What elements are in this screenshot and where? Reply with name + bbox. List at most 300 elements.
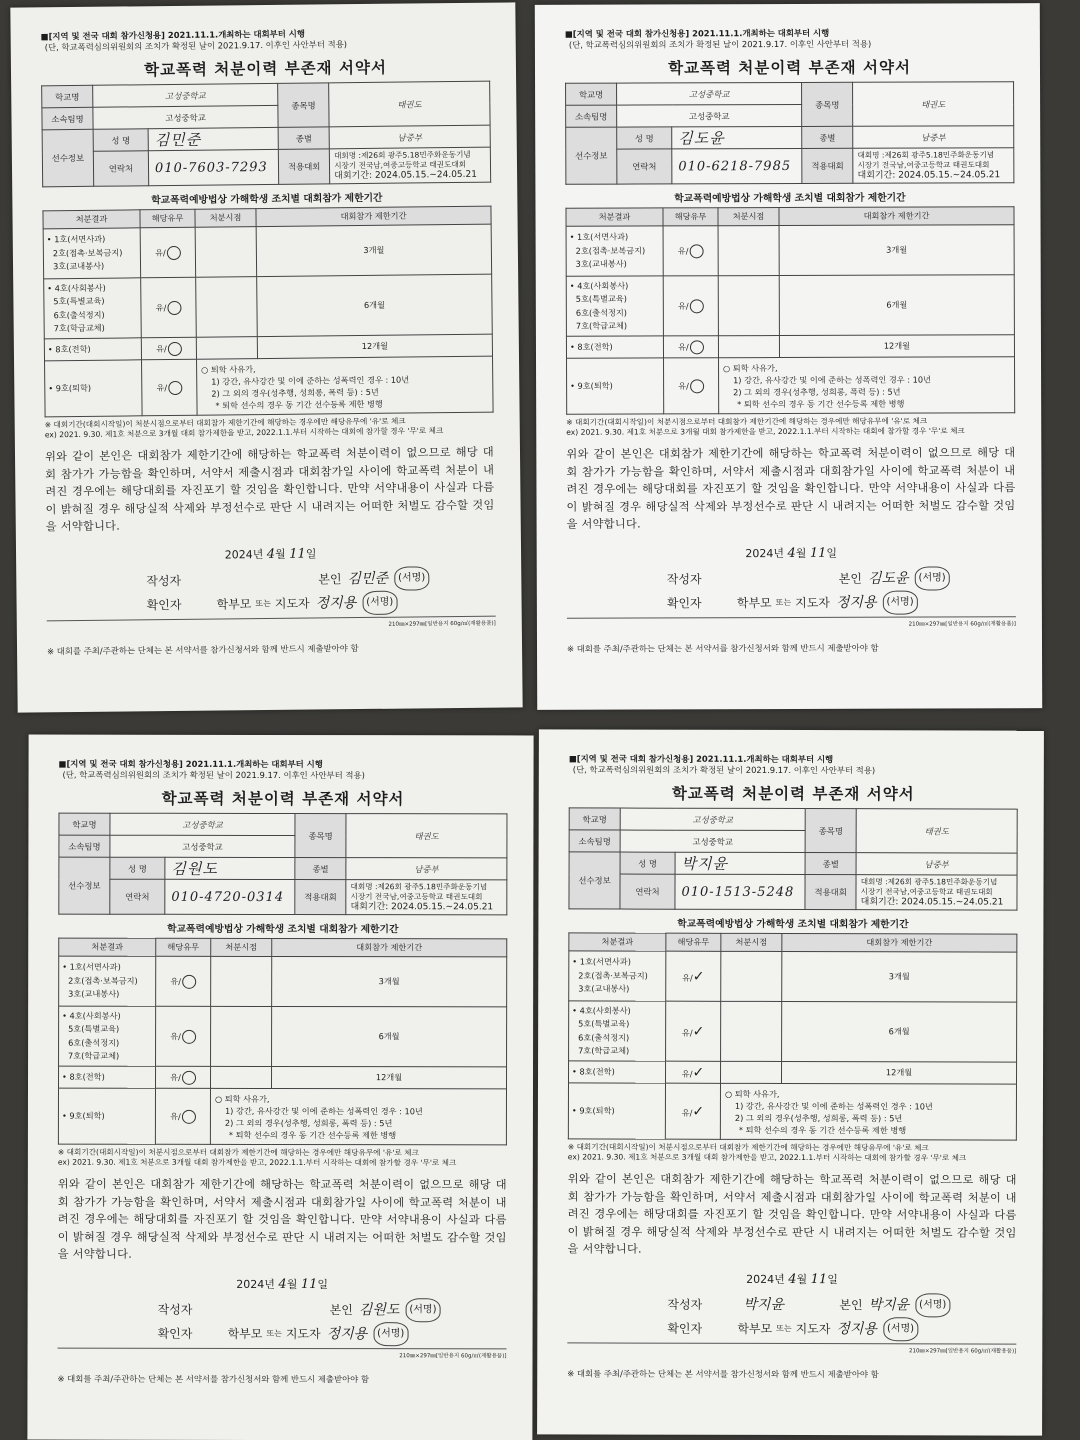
note-1: ※ 대회기간(대회시작일)이 처분시점으로부터 대회참가 제한기간에 해당하는 경우에만 해당유무에 '유'로 체크 [57,1147,419,1158]
date-year: 2024 [236,1277,265,1291]
applicable-cell [663,226,718,276]
form-header-line2: (단, 학교폭력심의위원회의 조치가 확정된 날이 2021.9.17. 이후인 사안부터 적용) [44,39,348,53]
team-value: 고성중학교 [93,105,278,129]
contact-label: 연락처 [617,149,672,184]
timing-cell [211,956,272,1006]
competition-label: 적용대회 [805,875,856,910]
writer-label: 작성자 [666,572,702,587]
year-suffix: 년 [774,1272,785,1286]
penalty-table [58,938,507,1146]
limit-cell: 6개월 [257,274,493,336]
result-item: 5호(특별교육) [68,1023,120,1034]
date-month: 4 [788,1271,797,1287]
form-title: 학교폭력 처분이력 부존재 서약서 [143,58,387,80]
limit-cell: 12개월 [779,335,1014,358]
circle-mark-icon [168,341,182,355]
info-table [41,81,491,188]
player-phone: 010-7603-7293 [148,149,279,185]
school-label: 학교명 [42,85,93,108]
result-cell-4 [568,1083,665,1139]
circle-mark-icon [690,340,704,354]
applicable-cell [665,1083,720,1139]
result-item: 7호(학급교체) [53,322,105,334]
contact-label: 연락처 [110,879,165,914]
applicable-cell [141,277,197,338]
event-value: 태권도 [856,809,1017,853]
competition-name-1: 대회명 :제26회 광주5.18민주화운동기념 [334,149,471,161]
result-item: 7호(학급교체) [575,320,628,331]
player-name: 김원도 [165,857,295,879]
header-timing: 처분시점 [721,933,782,951]
limit-cell: 3개월 [256,224,492,276]
coach-seal: (서명) [882,591,917,615]
form-header-line1: ■[지역 및 전국 대회 참가신청용] 2021.11.1.개최하는 대회부터 시행 [40,28,305,42]
result-item: • 1호(서면사과) [62,961,121,972]
contact-label: 연락처 [620,874,675,909]
team-value: 고성중학교 [620,830,805,852]
header-limit: 대회참가 제한기간 [256,206,491,226]
expulsion-note: 1) 강간, 유사강간 및 이에 준하는 성폭력인 경우 : 10년 [734,1100,933,1111]
header-limit: 대회참가 제한기간 [782,933,1017,952]
sign-date [58,1276,507,1293]
header-timing: 처분시점 [211,938,272,956]
timing-cell [196,277,258,338]
self-seal: (서명) [914,566,949,590]
result-item: 2호(접촉·보복금지) [68,975,138,986]
competition-label: 적용대회 [278,149,329,185]
guardian-label: 학부모 [227,1326,263,1341]
form-title: 학교폭력 처분이력 부존재 서약서 [671,784,915,804]
result-cell-2 [566,276,663,336]
result-item: 2호(접촉·보복금지) [575,245,646,256]
result-item: • 9호(퇴학) [61,1110,105,1121]
result-cell-3 [566,336,663,358]
self-seal: (서명) [915,1293,950,1317]
result-item: 5호(특별교육) [53,295,105,307]
timing-cell [196,337,257,360]
category-label: 종별 [295,858,346,880]
limit-cell: 6개월 [272,1006,507,1066]
year-suffix: 년 [773,546,784,561]
expulsion-note: * 퇴학 선수의 경우 동 기간 선수등록 제한 병행 [737,398,905,409]
year-suffix: 년 [264,1277,275,1291]
sign-date [567,544,1016,562]
applicable-cell [141,337,196,360]
result-item: 7호(학급교체) [578,1045,630,1056]
info-table [58,813,507,916]
result-item: 2호(접촉·보복금지) [578,970,648,981]
or-label: 또는 [266,1328,282,1338]
category-value: 남중부 [329,125,490,149]
competition-value [853,148,1014,184]
header-timing: 처분시점 [195,209,256,228]
result-item: 3호(교내봉사) [575,258,627,269]
result-cell-1 [566,226,663,276]
footer-note: ※ 대회를 주최/주관하는 단체는 본 서약서를 참가신청서와 함께 반드시 제출받아야 함 [567,1368,879,1380]
date-year: 2024 [746,1272,775,1286]
notes [568,1142,1017,1163]
coach-label: 지도자 [274,596,310,611]
penalty-section-title: 학교폭력예방법상 가해학생 조치별 대회참가 제한기간 [167,923,399,936]
expulsion-note: 2) 그 외의 경우(성추행, 성희롱, 폭력 등) : 5년 [224,1117,393,1128]
self-seal: (서명) [394,566,429,590]
form-header-line1: ■[지역 및 전국 대회 참가신청용] 2021.11.1.개최하는 대회부터 시행 [58,758,323,770]
result-cell-1 [43,228,141,279]
competition-name-2: 시장기 전국남,여중고등학교 태권도대회 [860,887,993,897]
circle-mark-icon [167,300,181,314]
info-table [565,81,1014,185]
date-month: 4 [278,1276,287,1292]
limit-cell: 3개월 [782,951,1017,1002]
result-cell-2 [59,1006,156,1066]
team-label: 소속팀명 [59,835,110,857]
check-mark-icon: ✓ [692,1103,705,1120]
school-value: 고성중학교 [110,813,295,835]
writer-label: 작성자 [146,573,182,589]
expulsion-notes [197,356,494,415]
header-applicable: 해당유무 [140,209,195,228]
result-item: • 4호(사회봉사) [572,1004,631,1016]
result-cell-1 [59,956,156,1006]
penalty-table [568,932,1018,1140]
header-timing: 처분시점 [718,208,779,226]
timing-cell [720,1061,781,1083]
expulsion-note: 2) 그 외의 경우(성추행, 성희롱, 폭력 등) : 5년 [733,386,901,397]
notes [45,416,494,441]
check-label: 유/ [170,1110,181,1121]
day-suffix: 일 [826,546,838,560]
player-phone: 010-4720-0314 [165,879,295,914]
result-item: 6호(출석정지) [575,307,628,318]
result-item: • 8호(전학) [569,341,613,352]
pledge-sheet-4 [537,729,1044,1435]
school-label: 학교명 [569,808,620,830]
penalty-table [565,206,1015,415]
result-item: • 1호(서면사과) [46,233,106,245]
confirmer-label: 확인자 [667,1321,703,1336]
coach-label: 지도자 [285,1326,321,1342]
applicable-cell [666,951,721,1001]
or-label: 또는 [775,597,792,608]
self-signature: 김민준 [347,570,389,588]
result-item: 7호(학급교체) [68,1050,120,1061]
guardian-label: 학부모 [736,596,772,611]
competition-period: 대회기간: 2024.05.15.~24.05.21 [860,897,1004,908]
confirmer-label: 확인자 [146,597,182,613]
category-label: 종별 [805,853,856,875]
self-signature: 박지윤 [868,1297,910,1314]
competition-period: 대회기간: 2024.05.15.~24.05.21 [857,170,1001,181]
check-label: 유/ [155,343,167,354]
coach-seal: (서명) [362,591,397,615]
result-item: • 8호(전학) [62,1071,105,1082]
player-info-label: 선수정보 [569,852,620,909]
expulsion-note: 2) 그 외의 경우(성추행, 성희롱, 폭력 등) : 5년 [734,1112,903,1123]
check-label: 유/ [681,1107,693,1118]
check-label: 유/ [677,300,689,311]
check-mark-icon: ✓ [692,1023,705,1040]
footer-note: ※ 대회를 주최/주관하는 단체는 본 서약서를 참가신청서와 함께 반드시 제출받아야 함 [57,1373,370,1385]
result-item: 3호(교내봉사) [578,983,630,994]
timing-cell [718,276,779,336]
applicable-cell [155,1088,210,1144]
check-label: 유/ [678,341,689,352]
guardian-label: 학부모 [737,1321,773,1336]
month-suffix: 월 [275,547,286,561]
date-year: 2024 [745,547,774,561]
form-header-line2: (단, 학교폭력심의위원회의 조치가 확정된 날이 2021.9.17. 이후인 사안부터 적용) [568,38,872,50]
check-label: 유/ [170,1071,181,1082]
header-limit: 대회참가 제한기간 [779,207,1014,226]
name-label: 성 명 [110,857,165,879]
expulsion-note: ○ 퇴학 사유가, [201,363,256,375]
note-1: ※ 대회기간(대회시작일)이 처분시점으로부터 대회참가 제한기간에 해당하는 경우에만 해당유무에 '유'로 체크 [567,1142,929,1153]
header-result: 처분결과 [43,210,140,229]
writer-label: 작성자 [667,1297,703,1312]
player-info-label: 선수정보 [42,129,94,187]
result-item: 6호(출석정지) [68,1037,120,1048]
player-name: 박지윤 [675,852,805,874]
applicable-cell [156,956,211,1006]
result-item: • 1호(서면사과) [569,231,629,243]
header-limit: 대회참가 제한기간 [272,938,507,956]
expulsion-note: ○ 퇴학 사유가, [724,1088,780,1099]
expulsion-note: ○ 퇴학 사유가, [723,362,778,373]
self-signature: 김도윤 [867,570,909,587]
writer-label: 작성자 [157,1302,193,1317]
signature-block [567,1292,1016,1341]
result-item: 5호(특별교육) [575,293,627,304]
check-label: 유/ [154,247,166,258]
event-value: 태권도 [853,82,1014,127]
coach-signature: 정지용 [326,1326,368,1343]
header-result: 처분결과 [569,933,666,951]
confirmer-label: 확인자 [666,596,702,611]
date-day: 11 [300,1277,318,1293]
result-cell-2 [569,1001,666,1061]
team-value: 고성중학교 [110,835,295,857]
result-cell-1 [569,951,666,1001]
note-2: ex) 2021. 9.30. 제1호 처분으로 3개월 대회 참가제한을 받고, 2022.1.1.부터 시작하는 대회에 참가할 경우 '무'로 체크 [57,1157,457,1168]
category-value: 남중부 [853,126,1014,149]
school-label: 학교명 [566,83,617,105]
note-1: ※ 대회기간(대회시작일)이 처분시점으로부터 대회참가 제한기간에 해당하는 경우에만 해당유무에 '유'로 체크 [566,416,928,427]
year-suffix: 년 [252,548,264,562]
school-value: 고성중학교 [93,83,278,107]
result-item: • 4호(사회봉사) [62,1010,121,1021]
expulsion-notes [720,1083,1016,1140]
check-label: 유/ [170,975,182,986]
header-applicable: 해당유무 [666,933,721,951]
competition-name-1: 대회명 :제26회 광주5.18민주화운동기념 [857,150,995,160]
sign-date [46,544,495,565]
form-header-line2: (단, 학교폭력심의위원회의 조치가 확정된 날이 2021.9.17. 이후인 사안부터 적용) [62,769,365,781]
player-phone: 010-1513-5248 [675,874,805,909]
header-applicable: 해당유무 [156,938,211,956]
check-label: 유/ [681,1068,693,1079]
coach-signature: 정지용 [836,1321,877,1338]
expulsion-note: 1) 강간, 유사강간 및 이에 준하는 성폭력인 경우 : 10년 [224,1105,423,1116]
result-item: • 4호(사회봉사) [569,280,629,291]
paper-spec: 210㎜×297㎜[일반용지 60g/㎡(재활용품)] [567,616,1016,629]
result-item: 5호(특별교육) [578,1018,630,1029]
notes [566,416,1015,438]
circle-mark-icon [182,1070,196,1084]
pledge-text: 위와 같이 본인은 대회참가 제한기간에 해당하는 학교폭력 처분이력이 없으므로 해당 대회 참가가 가능함을 확인하며, 서약서 제출시점과 대회참가일 사이에 학교폭력 처분이 내려진 경우에는 해당대회를 자진포기 할 것임을 확인합니다. 만약 서약내용이 사실과 다름이 밝혀질 경우 해당실적 삭제와 부정선수로 판단 시 내려지는 어떠한 처벌도 감수할 것임을 서약합니다. [57,1177,507,1262]
writer-extra [222,580,312,581]
writer-extra: 박지윤 [743,1296,785,1313]
timing-cell [721,951,782,1001]
check-label: 유/ [682,972,693,983]
form-title: 학교폭력 처분이력 부존재 서약서 [668,58,911,78]
form-title: 학교폭력 처분이력 부존재 서약서 [161,789,405,809]
competition-name-2: 시장기 전국남,여중고등학교 태권도대회 [334,159,467,171]
month-suffix: 월 [286,1277,298,1291]
coach-label: 지도자 [795,1321,831,1337]
header-result: 처분결과 [59,938,156,956]
result-item: 3호(교내봉사) [52,260,105,272]
limit-cell: 12개월 [781,1061,1016,1084]
check-label: 유/ [155,302,167,313]
circle-mark-icon [182,1109,196,1123]
limit-cell: 6개월 [782,1001,1017,1062]
timing-cell [211,1006,272,1066]
info-table [568,807,1017,910]
competition-name-1: 대회명 :제26회 광주5.18민주화운동기념 [350,882,488,892]
self-label: 본인 [839,1298,863,1313]
penalty-section-title: 학교폭력예방법상 가해학생 조치별 대회참가 제한기간 [151,192,383,207]
self-label: 본인 [318,572,342,587]
contact-label: 연락처 [93,151,148,187]
header-applicable: 해당유무 [663,208,718,226]
note-2: ex) 2021. 9.30. 제1호 처분으로 3개월 대회 참가제한을 받고, 2022.1.1.부터 시작하는 대회에 참가할 경우 '무'로 체크 [566,426,965,437]
applicable-cell [663,276,718,336]
player-name: 김도윤 [672,126,802,148]
competition-value [329,147,490,184]
result-item: 6호(출석정지) [53,309,105,320]
event-label: 종목명 [295,814,346,858]
event-value: 태권도 [346,814,507,858]
paper-spec: 210㎜×297㎜[일반용지 60g/㎡(재활용품)] [47,616,496,632]
circle-mark-icon [690,299,704,313]
confirmer-label: 확인자 [157,1326,193,1341]
applicable-cell [155,1066,210,1088]
pledge-text: 위와 같이 본인은 대회참가 제한기간에 해당하는 학교폭력 처분이력이 없으므로 해당 대회 참가가 가능함을 확인하며, 서약서 제출시점과 대회참가일 사이에 학교폭력 처분이 내려진 경우에는 해당대회를 자진포기 할 것임을 확인합니다. 만약 서약내용이 사실과 다름이 밝혀질 경우 해당실적 삭제와 부정선수로 판단 시 내려지는 어떠한 처벌도 감수할 것임을 서약합니다. [44,445,495,534]
competition-name-2: 시장기 전국남,여중고등학교 태권도대회 [857,160,990,170]
paper-spec: 210㎜×297㎜[일반용지 60g/㎡(재활용품)] [567,1342,1016,1354]
pledge-text: 위와 같이 본인은 대회참가 제한기간에 해당하는 학교폭력 처분이력이 없으므로 해당 대회 참가가 가능함을 확인하며, 서약서 제출시점과 대회참가일 사이에 학교폭력 처분이 내려진 경우에는 해당대회를 자진포기 할 것임을 확인합니다. 만약 서약내용이 사실과 다름이 밝혀질 경우 해당실적 삭제와 부정선수로 판단 시 내려지는 어떠한 처벌도 감수할 것임을 서약합니다. [567,1172,1017,1256]
expulsion-note: 1) 강간, 유사강간 및 이에 준하는 성폭력인 경우 : 10년 [733,374,931,385]
expulsion-note: 1) 강간, 유사강간 및 이에 준하는 성폭력인 경우 : 10년 [211,374,410,387]
result-cell-4 [567,358,664,414]
pledge-sheet-1 [10,2,522,712]
pledge-sheet-3 [27,735,533,1440]
event-label: 종목명 [805,809,856,853]
or-label: 또는 [255,598,271,609]
name-label: 성 명 [93,129,148,152]
circle-mark-icon [689,244,703,258]
check-mark-icon: ✓ [692,1064,705,1081]
team-value: 고성중학교 [617,104,802,127]
expulsion-notes [719,357,1015,414]
signature-block [46,566,495,619]
paper-spec: 210㎜×297㎜[일반용지 60g/㎡(재활용품)] [58,1348,507,1360]
date-day: 11 [810,1272,828,1288]
timing-cell [210,1066,271,1088]
result-item: • 1호(서면사과) [572,956,631,967]
competition-value [346,880,507,915]
date-month: 4 [787,545,796,561]
expulsion-note: ○ 퇴학 사유가, [214,1093,270,1104]
form-header-line1: ■[지역 및 전국 대회 참가신청용] 2021.11.1.개최하는 대회부터 시행 [568,753,834,765]
timing-cell [718,226,779,276]
school-value: 고성중학교 [620,808,805,830]
competition-name-2: 시장기 전국남,여중고등학교 태권도대회 [350,892,483,902]
timing-cell [721,1001,782,1061]
check-label: 유/ [170,1030,181,1041]
self-label: 본인 [838,571,862,586]
limit-cell: 3개월 [779,225,1014,276]
note-2: ex) 2021. 9.30. 제1호 처분으로 3개월 대회 참가제한을 받고, 2022.1.1.부터 시작하는 대회에 참가할 경우 '무'로 체크 [567,1152,967,1163]
check-label: 유/ [677,245,689,256]
guardian-label: 학부모 [216,597,252,612]
result-cell-3 [568,1061,665,1083]
category-value: 남중부 [856,853,1017,875]
expulsion-note: * 퇴학 선수의 경우 동 기간 선수등록 제한 병행 [215,398,383,411]
date-day: 11 [289,546,306,562]
coach-seal: (서명) [883,1317,918,1341]
month-suffix: 월 [795,546,807,560]
circle-mark-icon [690,379,704,393]
team-label: 소속팀명 [566,105,617,127]
event-label: 종목명 [278,83,329,128]
day-suffix: 일 [827,1273,838,1287]
expulsion-note: * 퇴학 선수의 경우 동 기간 선수등록 제한 병행 [738,1124,907,1135]
note-1: ※ 대회기간(대회시작일)이 처분시점으로부터 대회참가 제한기간에 해당하는 경우에만 해당유무에 '유'로 체크 [44,416,406,430]
footer-note: ※ 대회를 주최/주관하는 단체는 본 서약서를 참가신청서와 함께 반드시 제출받아야 함 [47,643,359,657]
header-result: 처분결과 [566,208,663,226]
coach-signature: 정지용 [835,594,877,611]
check-label: 유/ [678,380,689,391]
penalty-table [42,206,493,418]
team-label: 소속팀명 [42,107,93,130]
footer-note: ※ 대회를 주최/주관하는 단체는 본 서약서를 참가신청서와 함께 반드시 제출받아야 함 [567,642,879,654]
applicable-cell [140,227,196,278]
result-cell-4 [58,1088,155,1144]
applicable-cell [664,358,719,414]
check-mark-icon: ✓ [692,968,705,985]
result-item: • 9호(퇴학) [48,382,92,394]
applicable-cell [665,1061,720,1083]
penalty-section-title: 학교폭력예방법상 가해학생 조치별 대회참가 제한기간 [674,192,906,205]
result-item: 2호(접촉·보복금지) [52,247,123,258]
or-label: 또는 [776,1323,792,1333]
circle-mark-icon [182,1029,196,1043]
result-cell-4 [45,360,143,417]
circle-mark-icon [182,974,196,988]
signature-block [567,566,1016,616]
player-info-label: 선수정보 [566,127,617,184]
self-seal: (서명) [405,1298,440,1322]
date-year: 2024 [224,548,253,562]
limit-cell: 6개월 [779,275,1014,336]
result-item: • 9호(퇴학) [571,1105,615,1116]
result-item: • 9호(퇴학) [570,380,613,391]
timing-cell [718,336,779,358]
circle-mark-icon [168,380,182,394]
notes [58,1148,507,1169]
applicable-cell [142,359,198,416]
